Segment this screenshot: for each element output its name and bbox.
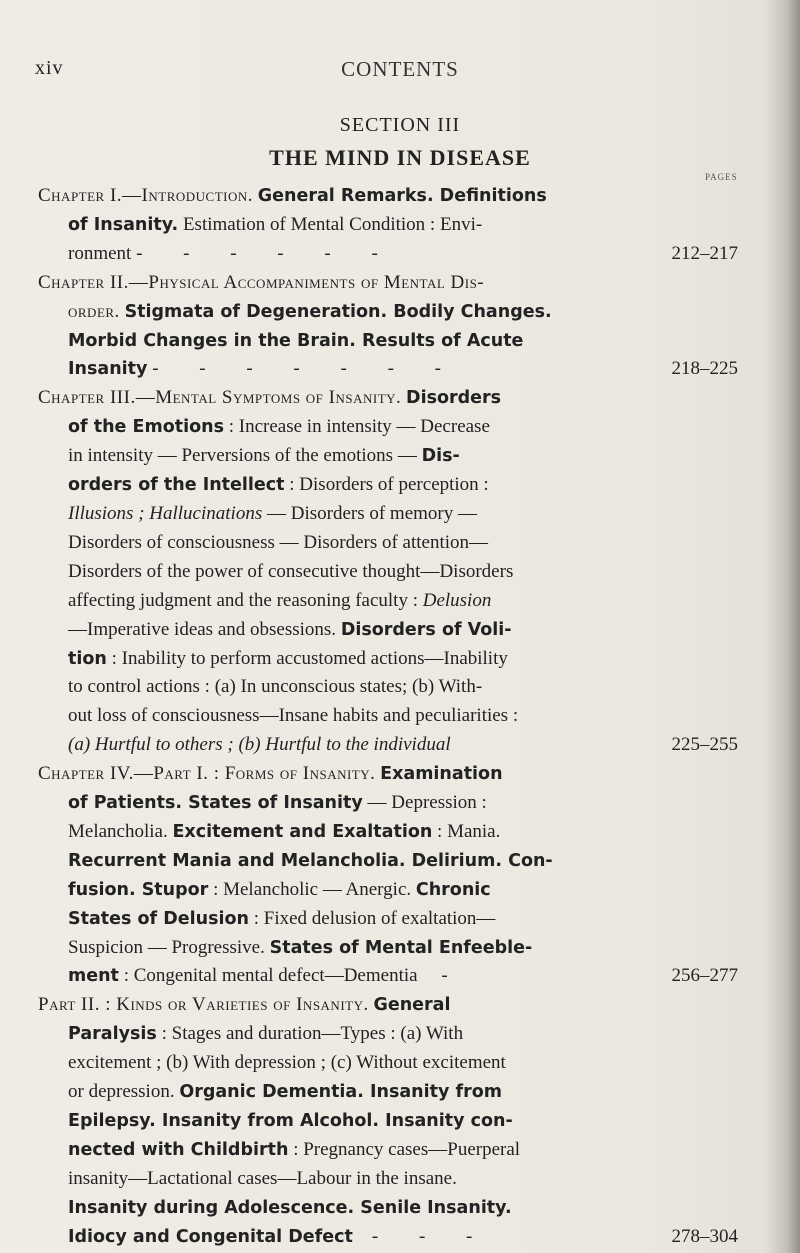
topic-heading: tion <box>68 648 107 669</box>
topic-heading: General Remarks. Definitions <box>257 186 547 206</box>
topic-heading: States of Mental Enfeeble- <box>269 937 533 958</box>
toc-line <box>38 269 738 298</box>
topic-text: Estimation of Mental Condition : Envi- <box>182 213 483 235</box>
toc-line <box>38 298 738 327</box>
topic-text: ronment <box>68 242 132 264</box>
toc-line <box>38 876 738 905</box>
toc-line <box>38 760 738 789</box>
section-label: SECTION III <box>339 114 461 136</box>
topic-heading: Excitement and Exaltation <box>172 821 433 842</box>
topic-heading: States of Delusion <box>68 908 249 929</box>
leader-dots: - - - - - - - <box>152 358 459 380</box>
toc-line <box>38 905 738 934</box>
topic-heading: ment <box>68 966 119 987</box>
toc-entry-chapter-4 <box>38 760 738 1251</box>
topic-text: Melancholia. <box>68 820 168 842</box>
topic-heading: orders of the Intellect <box>68 475 285 496</box>
toc-line <box>38 500 738 529</box>
topic-heading: Paralysis <box>68 1024 157 1045</box>
toc-line <box>38 1194 738 1223</box>
toc-line <box>38 587 738 616</box>
page-range: 218–225 <box>671 358 738 380</box>
page-range: 225–255 <box>671 734 738 756</box>
toc-line: to control actions : (a) In unconscious states; (b) With- <box>68 676 483 698</box>
topic-heading: Stigmata of Degeneration. Bodily Changes. <box>124 301 552 322</box>
toc-line <box>38 1223 738 1252</box>
toc-line <box>38 1078 738 1107</box>
topic-heading: fusion. Stupor <box>68 879 209 900</box>
toc-line <box>38 413 738 442</box>
toc-line <box>38 182 738 211</box>
topic-heading: Morbid Changes in the Brain. Results of Acute <box>68 330 524 351</box>
toc-line <box>38 1107 738 1136</box>
topic-text: affecting judgment and the reasoning faculty : <box>68 589 418 611</box>
toc-line: insanity—Lactational cases—Labour in the insane. <box>68 1167 457 1189</box>
topic-italic: Delusion <box>422 589 492 611</box>
toc-entry-chapter-1 <box>38 182 738 269</box>
topic-text: : Inability to perform accustomed actions—Inability <box>111 647 508 669</box>
toc-line <box>38 471 738 500</box>
topic-heading: Disorders of Voli- <box>340 619 512 640</box>
topic-text: or depression. <box>68 1081 175 1103</box>
topic-text: — Depression : <box>367 792 487 814</box>
topic-heading: Disorders <box>406 388 502 409</box>
toc-line <box>38 327 738 356</box>
running-title: CONTENTS <box>341 57 459 81</box>
topic-text: : Increase in intensity — Decrease <box>228 416 490 438</box>
toc-line: Disorders of the power of consecutive thought—Disorders <box>68 560 514 582</box>
topic-heading: of Insanity. <box>68 214 179 235</box>
page-range: 212–217 <box>671 242 738 264</box>
topic-text: : Disorders of perception : <box>289 474 489 496</box>
section-title: THE MIND IN DISEASE <box>269 145 531 170</box>
page-number: xiv <box>35 57 64 79</box>
topic-text: : Pregnancy cases—Puerperal <box>293 1138 521 1160</box>
toc-line <box>38 1020 738 1049</box>
topic-italic: Illusions ; Hallucinations <box>68 502 263 524</box>
topic-text: Suspicion — Progressive. <box>68 936 265 958</box>
chapter-heading: Chapter II.—Physical Accompaniments of Mental Dis- <box>38 271 485 293</box>
topic-heading: of Patients. States of Insanity <box>68 793 363 814</box>
topic-text: : Mania. <box>437 820 501 842</box>
page-range: 278–304 <box>671 1225 738 1247</box>
topic-heading: Insanity <box>68 359 148 380</box>
topic-heading: Recurrent Mania and Melancholia. Delirium. Con- <box>68 850 553 871</box>
toc-line <box>38 211 738 240</box>
topic-text: in intensity — Perversions of the emotions — <box>68 445 417 467</box>
topic-text: — Disorders of memory — <box>266 502 478 524</box>
topic-heading: Organic Dementia. Insanity from <box>179 1082 502 1103</box>
page-range: 256–277 <box>671 965 738 987</box>
toc-entry-chapter-3 <box>38 384 738 760</box>
toc-line <box>38 384 738 413</box>
toc-line <box>38 818 738 847</box>
leader-dots: - - - <box>371 1225 491 1247</box>
toc-line <box>38 731 738 760</box>
topic-text: : Melancholic — Anergic. <box>213 878 412 900</box>
toc-line <box>38 355 738 384</box>
topic-heading: Idiocy and Congenital Defect <box>68 1226 353 1247</box>
toc-entry-chapter-2 <box>38 269 738 385</box>
toc-line: Disorders of consciousness — Disorders of attention— <box>68 531 489 553</box>
toc-line <box>38 616 738 645</box>
leader-dots: - <box>441 965 448 987</box>
topic-heading: of the Emotions <box>68 417 224 438</box>
toc-line <box>38 991 738 1020</box>
toc-line <box>38 1136 738 1165</box>
toc-line <box>38 847 738 876</box>
topic-text: : Congenital mental defect—Dementia <box>123 965 418 987</box>
toc-line <box>38 442 738 471</box>
toc-line <box>38 934 738 963</box>
topic-italic: (a) Hurtful to others ; (b) Hurtful to the individual <box>68 734 451 756</box>
page-edge-shadow <box>766 0 800 1253</box>
chapter-heading: Chapter III.—Mental Symptoms of Insanity. <box>38 387 402 409</box>
topic-heading: Dis- <box>421 446 460 467</box>
chapter-heading: Chapter I.—Introduction. <box>38 185 254 206</box>
running-head <box>0 57 800 87</box>
topic-heading: Insanity during Adolescence. Senile Insanity. <box>68 1197 512 1218</box>
toc-line: out loss of consciousness—Insane habits and peculiarities : <box>68 705 519 727</box>
topic-text: : Stages and duration—Types : (a) With <box>161 1023 464 1045</box>
toc-line <box>38 240 738 269</box>
topic-heading: Chronic <box>415 879 491 900</box>
topic-text: —Imperative ideas and obsessions. <box>68 618 337 640</box>
leader-dots: - - - - - - <box>136 242 396 264</box>
topic-text: : Fixed delusion of exaltation— <box>253 907 496 929</box>
topic-heading: Epilepsy. Insanity from Alcohol. Insanity con- <box>68 1111 513 1131</box>
toc-line <box>38 789 738 818</box>
chapter-heading: order. <box>68 300 120 322</box>
toc-line <box>38 645 738 674</box>
topic-heading: General <box>373 995 451 1016</box>
topic-heading: Examination <box>380 764 503 785</box>
chapter-heading: Chapter IV.—Part I. : Forms of Insanity. <box>38 763 376 785</box>
toc-line <box>38 962 738 991</box>
pages-column-label: PAGES <box>705 172 738 182</box>
topic-heading: nected with Childbirth <box>68 1139 289 1160</box>
table-of-contents <box>38 182 738 1252</box>
chapter-heading: Part II. : Kinds or Varieties of Insanity. <box>38 994 369 1016</box>
toc-line: excitement ; (b) With depression ; (c) Without excitement <box>68 1052 506 1074</box>
